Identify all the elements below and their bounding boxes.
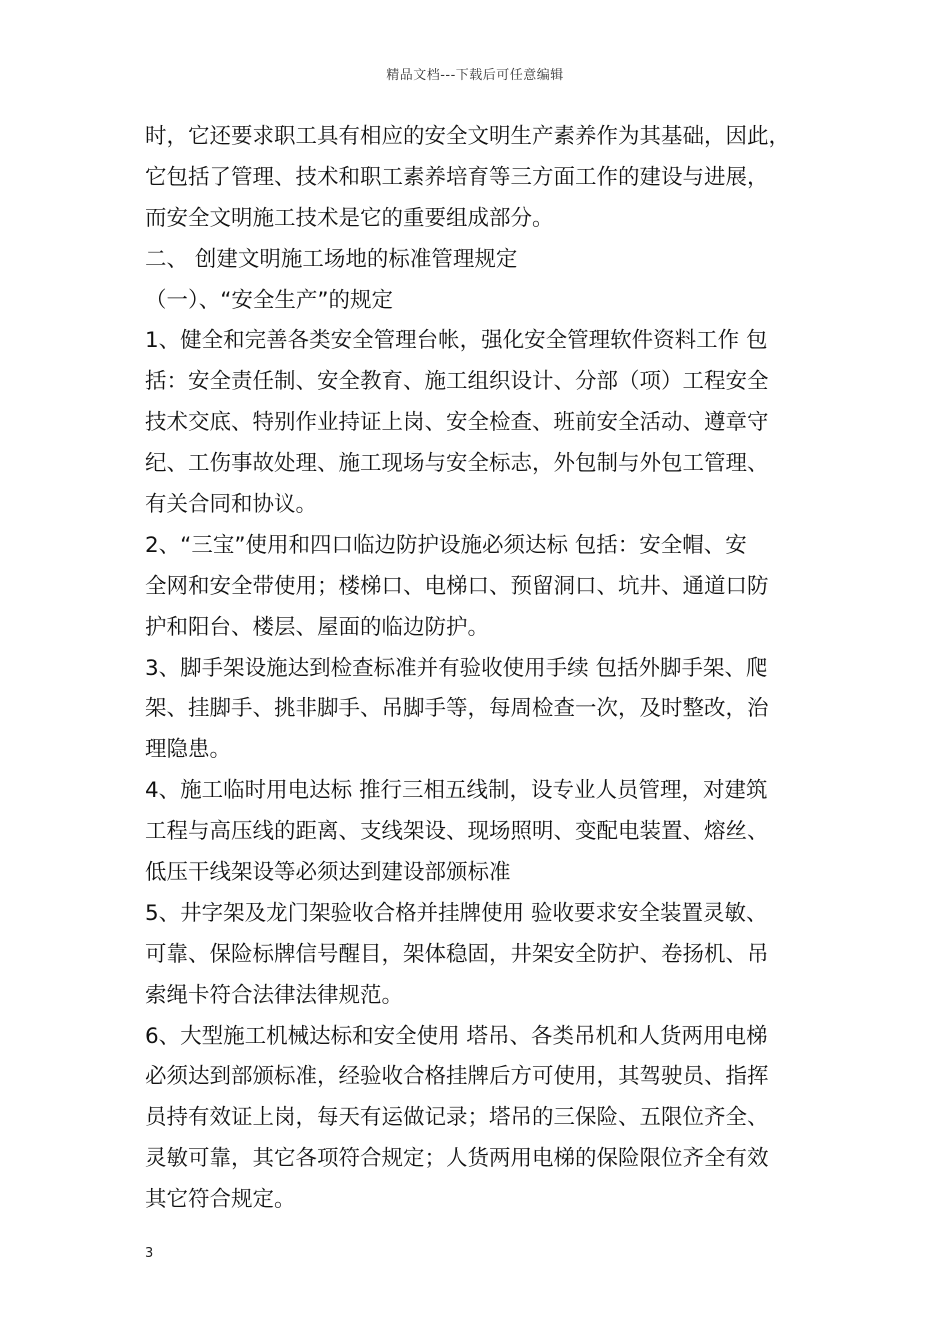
body-line: 5、井字架及龙门架验收合格并挂牌使用 验收要求安全装置灵敏、 [145, 900, 768, 926]
body-line: 2、“三宝”使用和四口临边防护设施必须达标 包括：安全帽、安 [145, 532, 747, 558]
body-line: 低压干线架设等必须达到建设部颁标准 [145, 860, 511, 886]
body-line: 灵敏可靠，其它各项符合规定；人货两用电梯的保险限位齐全有效 [145, 1146, 769, 1172]
body-line: 护和阳台、楼层、屋面的临边防护。 [145, 614, 490, 640]
body-line: 其它符合规定。 [145, 1187, 296, 1213]
body-line: 索绳卡符合法律法律规范。 [145, 982, 404, 1008]
body-line: 员持有效证上岗，每天有运做记录；塔吊的三保险、五限位齐全、 [145, 1105, 769, 1131]
section-heading: 二、 创建文明施工场地的标准管理规定 [145, 246, 518, 272]
body-line: 理隐患。 [145, 737, 232, 763]
body-line: 纪、工伤事故处理、施工现场与安全标志，外包制与外包工管理、 [145, 451, 769, 477]
body-line: 必须达到部颁标准，经验收合格挂牌后方可使用，其驾驶员、指挥 [145, 1064, 769, 1090]
body-line: 技术交底、特别作业持证上岗、安全检查、班前安全活动、遵章守 [145, 410, 769, 436]
page-number: 3 [145, 1246, 154, 1261]
body-line: 可靠、保险标牌信号醒目，架体稳固，井架安全防护、卷扬机、吊 [145, 941, 769, 967]
body-line: 时，它还要求职工具有相应的安全文明生产素养作为其基础，因此， [145, 124, 791, 149]
body-line: 4、施工临时用电达标 推行三相五线制，设专业人员管理，对建筑 [145, 778, 768, 804]
body-line: 括：安全责任制、安全教育、施工组织设计、分部（项）工程安全 [145, 369, 769, 395]
document-body [145, 117, 815, 1221]
body-line: 有关合同和协议。 [145, 492, 318, 518]
body-line: 6、大型施工机械达标和安全使用 塔吊、各类吊机和人货两用电梯 [145, 1023, 768, 1049]
body-line: 1、健全和完善各类安全管理台帐，强化安全管理软件资料工作 包 [145, 328, 768, 354]
body-line: 工程与高压线的距离、支线架设、现场照明、变配电装置、熔丝、 [145, 819, 769, 845]
body-line: 它包括了管理、技术和职工素养培育等三方面工作的建设与进展， [145, 164, 769, 190]
body-line: 全网和安全带使用；楼梯口、电梯口、预留洞口、坑井、通道口防 [145, 573, 769, 599]
subsection-heading: （一）、“安全生产”的规定 [145, 287, 394, 313]
body-line: 架、挂脚手、挑非脚手、吊脚手等，每周检查一次，及时整改，治 [145, 696, 769, 722]
body-line: 3、脚手架设施达到检查标准并有验收使用手续 包括外脚手架、爬 [145, 655, 768, 681]
page-header-watermark: 精品文档---下载后可任意编辑 [386, 68, 564, 83]
body-line: 而安全文明施工技术是它的重要组成部分。 [145, 205, 554, 231]
